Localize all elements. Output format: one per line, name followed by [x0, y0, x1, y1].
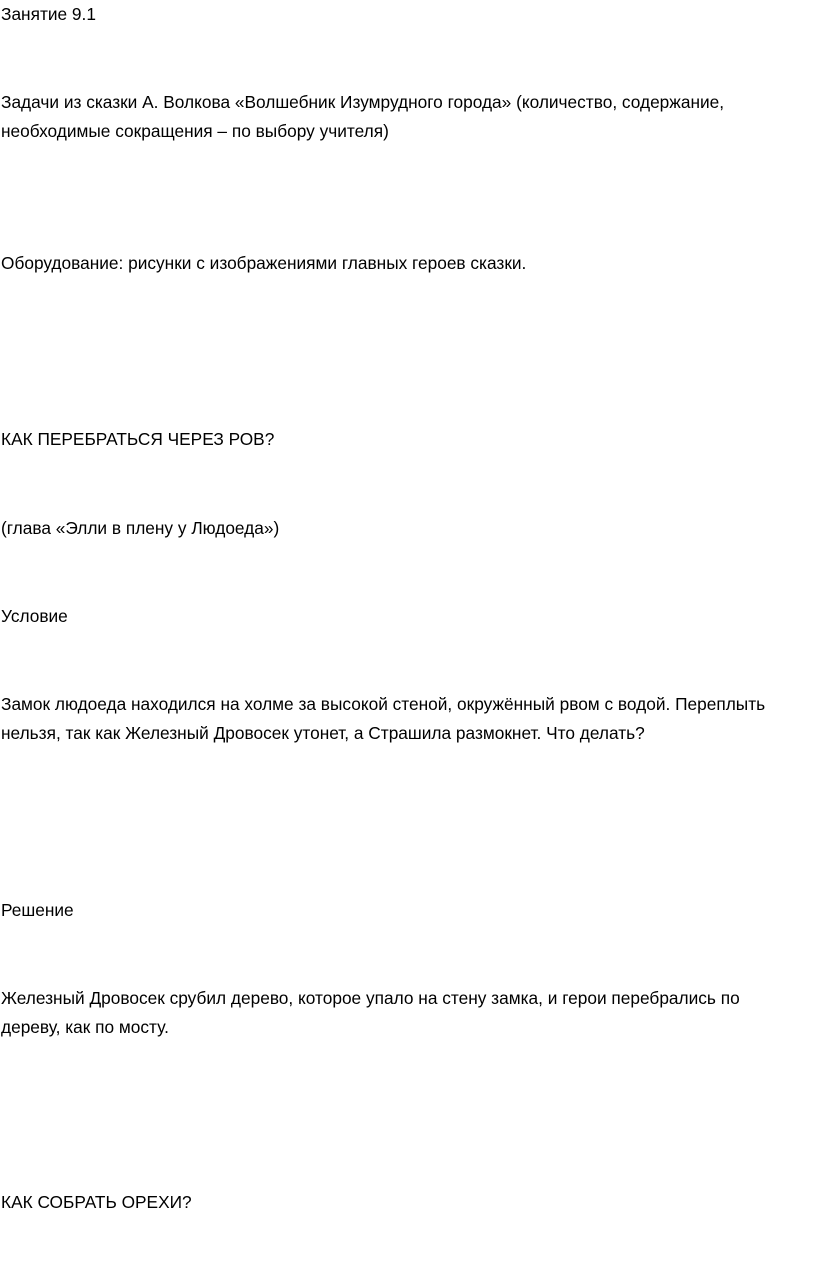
equipment-text: Оборудование: рисунки с изображениями главных героев сказки.: [1, 253, 527, 273]
solution-paragraph: [1, 984, 801, 1042]
solution-line: дереву, как по мосту.: [1, 1017, 169, 1037]
intro-line: необходимые сокращения – по выбору учителя): [1, 121, 389, 141]
condition-label: Условие: [1, 606, 68, 626]
intro-line: Задачи из сказки А. Волкова «Волшебник Изумрудного города» (количество, содержание,: [1, 92, 725, 112]
solution-label: Решение: [1, 900, 74, 920]
chapter-reference: (глава «Элли в плену у Людоеда»): [1, 518, 280, 538]
intro-paragraph: [1, 88, 801, 146]
condition-line: нельзя, так как Железный Дровосек утонет, а Страшила размокнет. Что делать?: [1, 723, 645, 743]
lesson-title: Занятие 9.1: [1, 4, 96, 24]
condition-paragraph: [1, 690, 801, 748]
problem-title: КАК ПЕРЕБРАТЬСЯ ЧЕРЕЗ РОВ?: [1, 429, 275, 449]
condition-line: Замок людоеда находился на холме за высокой стеной, окружённый рвом с водой. Переплыть: [1, 694, 766, 714]
solution-line: Железный Дровосек срубил дерево, которое упало на стену замка, и герои перебрались по: [1, 988, 740, 1008]
problem-title: КАК СОБРАТЬ ОРЕХИ?: [1, 1192, 192, 1212]
